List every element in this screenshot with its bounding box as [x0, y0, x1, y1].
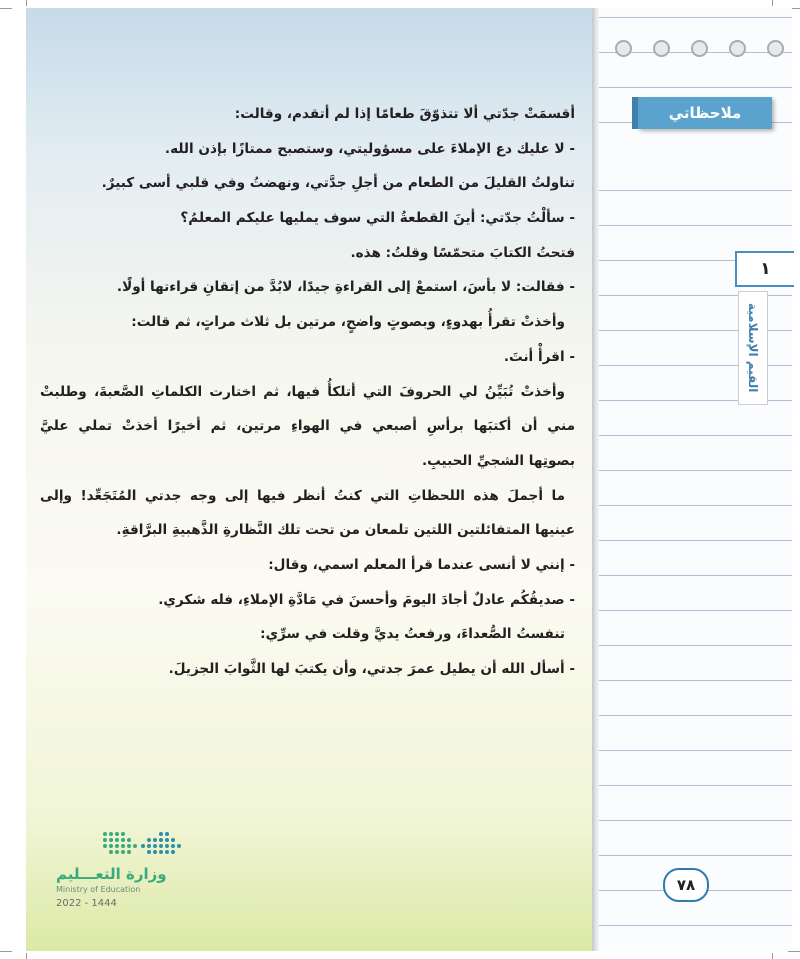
crop-mark [772, 0, 773, 6]
text-line: - سألْتُ جدّتي: أينَ القطعةُ التي سوف يمليها عليكم المعلمُ؟ [180, 210, 575, 227]
text-line: وأخذتْ تُبَيِّنُ لي الحروفَ التي أتلكأُ فيها، ثم اختارت الكلماتِ الصَّعبةَ، وطلبتْ [40, 383, 565, 400]
crop-mark [26, 953, 27, 959]
crop-mark [0, 8, 12, 9]
ministry-logo [56, 822, 191, 912]
ministry-logo-icon [101, 828, 191, 864]
text-line: تنفستُ الصُّعداءَ، ورفعتُ يديَّ وقلت في سرِّي: [260, 626, 565, 643]
text-line: بصوتِها الشجيِّ الحبيبِ. [421, 452, 575, 469]
notebook-ring-icon [691, 40, 708, 57]
crop-mark [772, 953, 773, 959]
notebook-ring-icon [615, 40, 632, 57]
notebook-ring-icon [653, 40, 670, 57]
text-line: أقسمَتْ جدّتي ألا تتذوّقَ طعامًا إذا لم أتقدم، وقالت: [234, 106, 575, 122]
crop-mark [26, 0, 27, 6]
ministry-year: 2022 - 1444 [56, 898, 117, 909]
text-line: - إنني لا أنسى عندما قرأ المعلم اسمي، وقال: [268, 556, 575, 573]
notebook-ring-icon [767, 40, 784, 57]
notebook-fold [594, 8, 599, 951]
text-line: مني أن أكتبَها برأسِ أصبعي في الهواءِ مرتين، ثم أخيرًا أخذتْ تملي عليَّ [40, 418, 575, 435]
unit-title: القيم الإسلامية [746, 303, 760, 393]
text-line: - أسأل الله أن يطيل عمرَ جدتي، وأن يكتبَ لها الثَّوابَ الجزيلَ. [168, 661, 575, 677]
unit-title-tab [738, 291, 768, 405]
notes-notebook [592, 8, 792, 951]
story-text [40, 97, 575, 687]
crop-mark [788, 951, 800, 952]
text-line: - لا عليك دع الإملاءَ على مسؤوليتي، وستصبح ممتازًا بإذن الله. [164, 140, 575, 157]
ministry-name-ar: وزارة التعـــليم [56, 865, 167, 883]
ministry-name-en: Ministry of Education [56, 885, 141, 894]
page-number: ٧٨ [663, 868, 709, 902]
crop-mark [0, 951, 12, 952]
text-line: وأخذتْ تقرأُ بهدوءٍ، وبصوتٍ واضحٍ، مرتين بل ثلاث مراتٍ، ثم قالت: [131, 314, 565, 331]
text-line: فتحتُ الكتابَ متحمّسًا وقلتُ: هذه. [350, 244, 575, 261]
notebook-ring-icon [729, 40, 746, 57]
text-line: - اقرأْ أنتَ. [503, 348, 575, 365]
text-line: - فقالت: لا بأسَ، استمعْ إلى القراءةِ جيدًا، لابُدَّ من إتقانِ قراءتها أولًا. [116, 279, 575, 296]
text-line: - صديقُكُم عادلٌ أجادَ اليومَ وأحسنَ في مَادَّةِ الإملاءِ، فله شكري. [158, 591, 575, 608]
notes-label: ملاحظاتي [638, 97, 772, 129]
unit-number-badge: ١ [735, 251, 794, 287]
text-line: ما أجملَ هذه اللحظاتِ التي كنتُ أنظر فيها إلى وجه جدتي المُتَجَعِّد! وإلى [40, 487, 565, 504]
text-line: عينيها المتفائلتين اللتين تلمعان من تحت تلك النَّظارةِ الذَّهبيةِ البرَّاقةِ. [116, 522, 575, 539]
text-line: تناولتُ القليلَ من الطعام من أجلِ جدَّتي، ونهضتُ وفي قلبي أسى كبيرٌ. [101, 175, 575, 192]
